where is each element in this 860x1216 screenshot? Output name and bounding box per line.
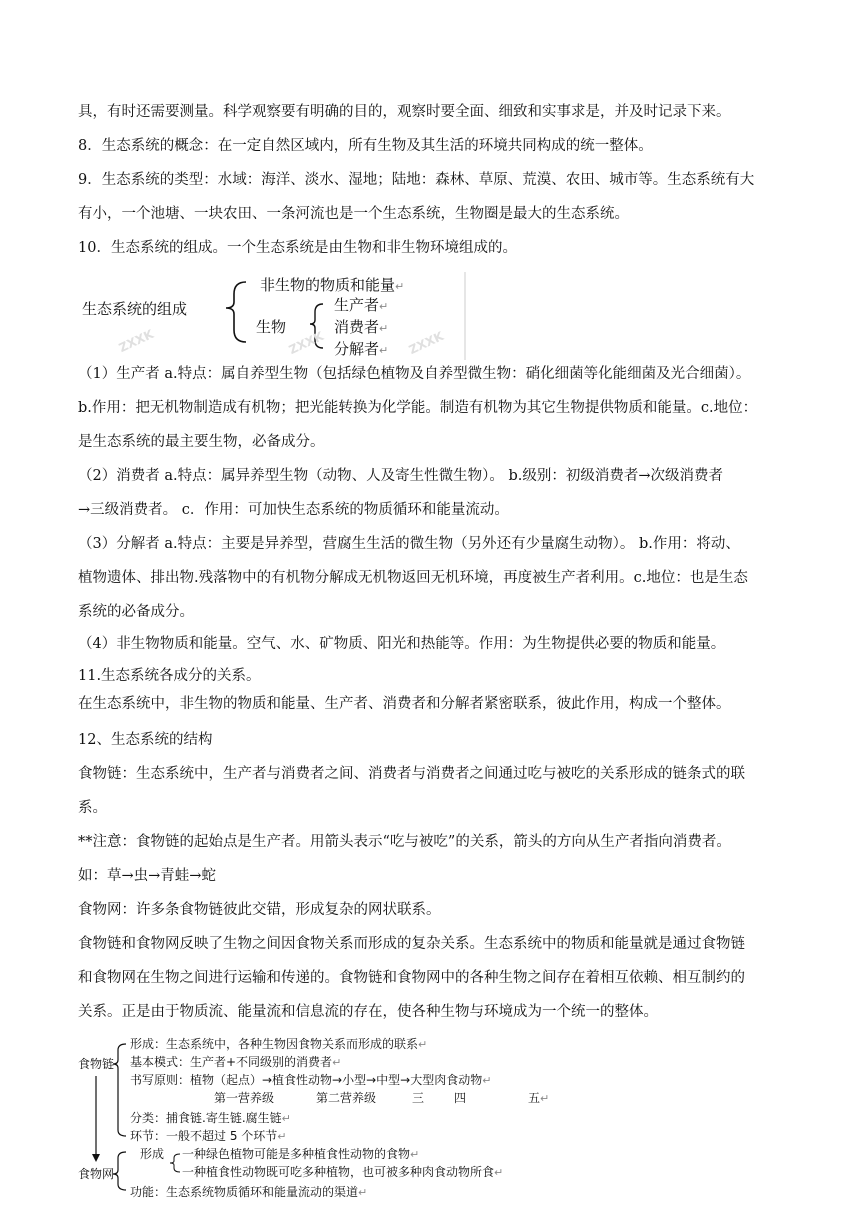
- text-line: 11.生态系统各成分的关系。: [78, 668, 261, 684]
- text-line: 是生态系统的最主要生物，必备成分。: [78, 434, 325, 450]
- text-line: 9．生态系统的类型：水域：海洋、淡水、湿地；陆地：森林、草原、荒漠、农田、城市等。生态系统有大: [78, 172, 755, 188]
- food-web-label: 食物网: [78, 1167, 115, 1181]
- text-line: 和食物网在生物之间进行运输和传递的。食物链和食物网中的各种生物之间存在着相互依赖、相互制约的: [78, 970, 745, 986]
- text-line: 食物链：生态系统中，生产者与消费者之间、消费者与消费者之间通过吃与被吃的关系形成的链条式的联: [78, 766, 745, 782]
- text-line: （1）生产者 a.特点：属自养型生物（包括绿色植物及自养型微生物：硝化细菌等化能细菌及光合细菌）。: [78, 366, 751, 382]
- text-line: 8．生态系统的概念：在一定自然区域内，所有生物及其生活的环境共同构成的统一整体。: [78, 138, 653, 154]
- producer-label: 生产者↵: [334, 296, 389, 314]
- consumer-label: 消费者↵: [334, 318, 389, 336]
- trophic-level-1: 第一营养级: [214, 1091, 275, 1105]
- trophic-level-4: 四: [454, 1091, 467, 1105]
- chain-formation: 形成：生态系统中，各种生物因食物关系而形成的联系↵: [130, 1037, 428, 1051]
- text-line: 在生态系统中，非生物的物质和能量、生产者、消费者和分解者紧密联系，彼此作用，构成一个整体。: [78, 696, 731, 712]
- text-line: **注意：食物链的起始点是生产者。用箭头表示“吃与被吃”的关系，箭头的方向从生产者指向消费者。: [78, 834, 731, 850]
- food-chain-label: 食物链: [78, 1057, 115, 1071]
- text-line: 具，有时还需要测量。科学观察要有明确的目的，观察时要全面、细致和实事求是，并及时记录下来。: [78, 104, 731, 120]
- web-function: 功能：生态系统物质循环和能量流动的渠道↵: [130, 1185, 368, 1199]
- text-line: 食物链和食物网反映了生物之间因食物关系而形成的复杂关系。生态系统中的物质和能量就是通过食物链: [78, 936, 745, 952]
- nonliving-label: 非生物的物质和能量↵: [260, 276, 405, 294]
- trophic-level-3: 三: [412, 1091, 425, 1105]
- web-formation-label: 形成: [140, 1147, 165, 1161]
- text-line: 有小，一个池塘、一块农田、一条河流也是一个生态系统，生物圈是最大的生态系统。: [78, 206, 629, 222]
- text-line: b.作用：把无机物制造成有机物；把光能转换为化学能。制造有机物为其它生物提供物质和能量。c.地位：: [78, 400, 758, 416]
- chain-classification: 分类：捕食链.寄生链.腐生链↵: [130, 1111, 291, 1125]
- text-line: （4）非生物物质和能量。空气、水、矿物质、阳光和热能等。作用：为生物提供必要的物质和能量。: [78, 636, 726, 652]
- text-line: 系统的必备成分。: [78, 604, 194, 620]
- text-line: 植物遗体、排出物.残落物中的有机物分解成无机物返回无机环境，再度被生产者利用。c.地位：也是生态: [78, 570, 748, 586]
- text-line: 10．生态系统的组成。一个生态系统是由生物和非生物环境组成的。: [78, 240, 517, 256]
- decomposer-label: 分解者↵: [334, 340, 389, 358]
- web-formation-1: 一种绿色植物可能是多种植食性动物的食物↵: [182, 1147, 420, 1161]
- chain-basic-mode: 基本模式：生产者+不同级别的消费者↵: [130, 1055, 342, 1069]
- chain-writing-rule: 书写原则：植物（起点）→植食性动物→小型→中型→大型肉食动物↵: [130, 1073, 492, 1087]
- chain-links: 环节：一般不超过 5 个环节↵: [130, 1129, 287, 1143]
- trophic-level-5: 五↵: [528, 1091, 550, 1105]
- text-line: （3）分解者 a.特点：主要是异养型，营腐生生活的微生物（另外还有少量腐生动物）。 b.作用：将动、: [78, 536, 740, 552]
- watermark: ZXXK: [406, 328, 446, 358]
- web-formation-2: 一种植食性动物既可吃多种植物，也可被多种肉食动物所食↵: [182, 1165, 504, 1179]
- text-line: （2）消费者 a.特点：属异养型生物（动物、人及寄生性微生物）。 b.级别：初级消费者→次级消费者: [78, 468, 723, 484]
- text-line: 系。: [78, 800, 107, 816]
- text-line: 12、生态系统的结构: [78, 732, 213, 748]
- text-line: 如：草→虫→青蛙→蛇: [78, 868, 216, 884]
- living-label: 生物: [256, 318, 287, 336]
- watermark: ZXXK: [116, 326, 156, 356]
- text-line: 关系。正是由于物质流、能量流和信息流的存在，使各种生物与环境成为一个统一的整体。: [78, 1004, 658, 1020]
- text-line: 食物网：许多条食物链彼此交错，形成复杂的网状联系。: [78, 902, 441, 918]
- trophic-level-2: 第二营养级: [316, 1091, 377, 1105]
- watermark: ZXXK: [286, 328, 326, 358]
- ecosystem-composition-diagram: [78, 270, 468, 362]
- food-chain-web-diagram: [78, 1034, 638, 1216]
- text-line: →三级消费者。 c．作用：可加快生态系统的物质循环和能量流动。: [78, 502, 509, 518]
- diagram-root-label: 生态系统的组成: [82, 300, 188, 318]
